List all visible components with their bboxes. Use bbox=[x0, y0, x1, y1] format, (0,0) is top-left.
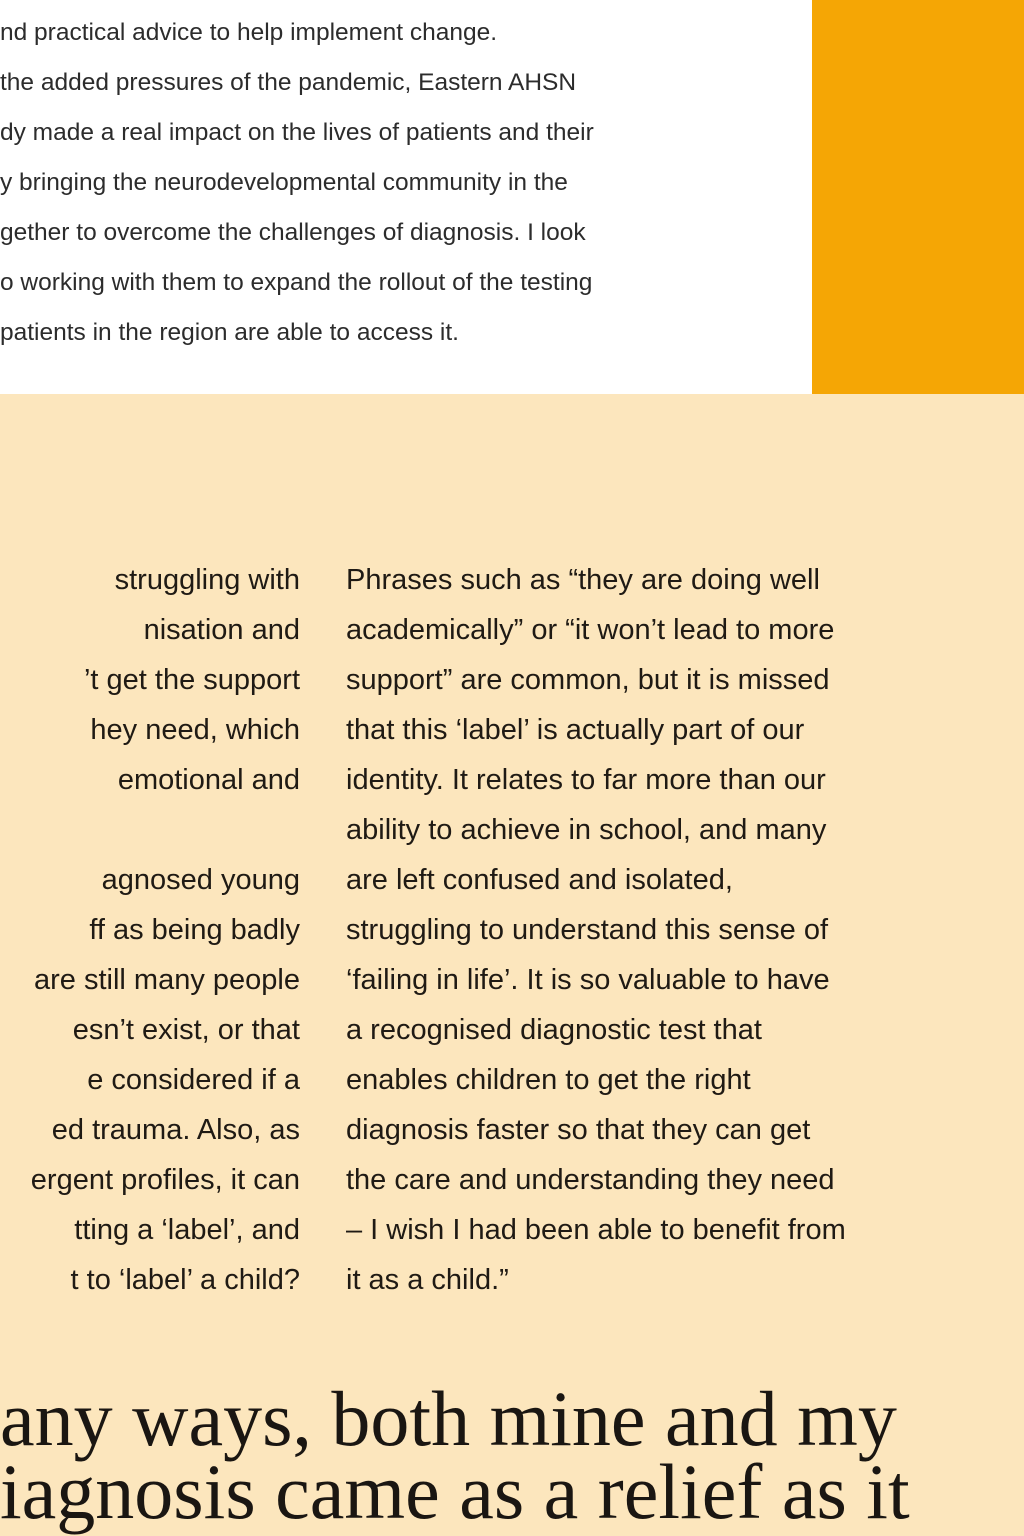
left-column-line: ed trauma. Also, as bbox=[51, 1114, 300, 1146]
right-column-line: academically” or “it won’t lead to more bbox=[346, 614, 835, 646]
intro-line: dy made a real impact on the lives of patients and their bbox=[0, 119, 594, 146]
left-column-line: agnosed young bbox=[101, 864, 300, 896]
right-column-line: ‘failing in life’. It is so valuable to have bbox=[346, 964, 830, 996]
right-column-line: the care and understanding they need bbox=[346, 1164, 835, 1196]
left-column-line: ergent profiles, it can bbox=[30, 1164, 300, 1196]
left-column-line: emotional and bbox=[117, 764, 300, 796]
left-column-line: are still many people bbox=[34, 964, 300, 996]
left-column-line: esn’t exist, or that bbox=[72, 1014, 300, 1046]
right-column-line: that this ‘label’ is actually part of our bbox=[346, 714, 805, 746]
intro-line: o working with them to expand the rollout of the testing bbox=[0, 269, 593, 296]
right-column-line: enables children to get the right bbox=[346, 1064, 751, 1096]
right-column-line: struggling to understand this sense of bbox=[346, 914, 829, 946]
pull-quote-line: iagnosis came as a relief as it bbox=[0, 1448, 910, 1535]
left-column-line: e considered if a bbox=[87, 1064, 300, 1096]
pull-quote-line: any ways, both mine and my bbox=[0, 1375, 897, 1462]
intro-line: nd practical advice to help implement change. bbox=[0, 19, 498, 46]
left-column-line: ’t get the support bbox=[83, 664, 300, 696]
left-column-line: tting a ‘label’, and bbox=[74, 1214, 300, 1246]
left-column-line: hey need, which bbox=[90, 714, 300, 746]
intro-panel bbox=[0, 0, 812, 394]
left-column-line: t to ‘label’ a child? bbox=[70, 1264, 300, 1296]
intro-line: the added pressures of the pandemic, Eastern AHSN bbox=[0, 69, 577, 96]
right-column-line: support” are common, but it is missed bbox=[346, 664, 830, 696]
left-column-line: struggling with bbox=[114, 564, 300, 596]
right-column-line: it as a child.” bbox=[346, 1264, 509, 1296]
accent-bar bbox=[812, 0, 1024, 394]
intro-line: patients in the region are able to access it. bbox=[0, 319, 459, 346]
left-column-line: ff as being badly bbox=[89, 914, 300, 946]
intro-line: y bringing the neurodevelopmental community in the bbox=[0, 169, 568, 196]
right-column-line: Phrases such as “they are doing well bbox=[346, 564, 820, 596]
left-column-line: nisation and bbox=[143, 614, 300, 646]
right-column-line: diagnosis faster so that they can get bbox=[346, 1114, 811, 1146]
quote-section bbox=[0, 394, 1024, 1536]
right-column-line: identity. It relates to far more than our bbox=[346, 764, 826, 796]
right-column-line: a recognised diagnostic test that bbox=[346, 1014, 762, 1046]
right-column-line: ability to achieve in school, and many bbox=[346, 814, 827, 846]
right-column-line: are left confused and isolated, bbox=[346, 864, 733, 896]
right-column-line: – I wish I had been able to benefit from bbox=[346, 1214, 846, 1246]
intro-line: gether to overcome the challenges of diagnosis. I look bbox=[0, 219, 586, 246]
